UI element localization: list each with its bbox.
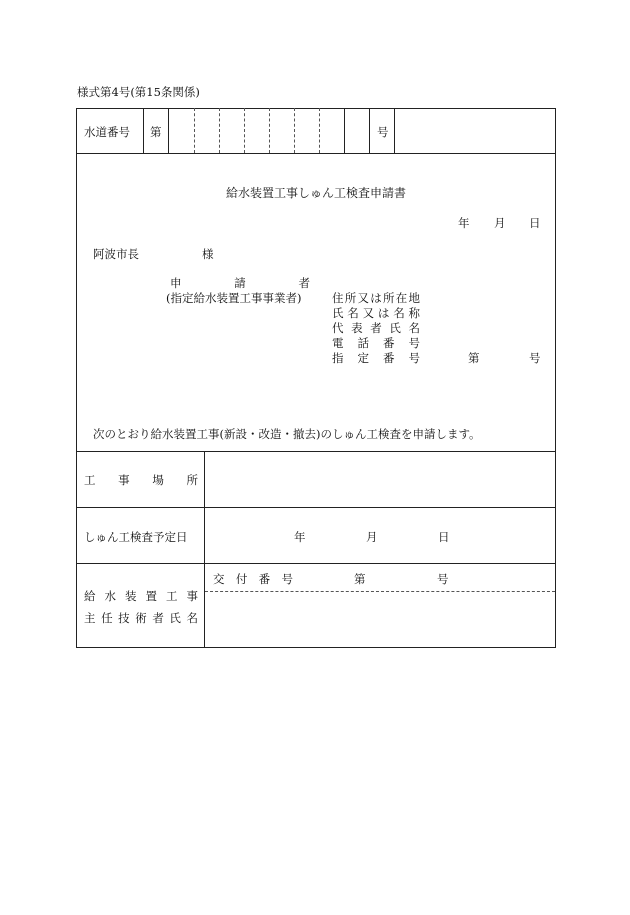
applicant-label: 申 請 者 (170, 276, 310, 290)
digit-divider (269, 108, 270, 153)
divider (76, 153, 556, 154)
divider (143, 108, 144, 153)
divider (394, 108, 395, 153)
digit-divider (319, 108, 320, 153)
inspection-day-label: 日 (438, 530, 450, 544)
water-number-label: 水道番号 (84, 125, 130, 139)
row-label-engineer-line1: 給 水 装 置 工 事 (84, 589, 198, 603)
inspection-year-label: 年 (294, 530, 306, 544)
water-number-prefix: 第 (150, 125, 162, 139)
applicant-field-representative: 代 表 者 氏 名 (332, 321, 420, 335)
date-day-label: 日 (529, 216, 541, 230)
designation-prefix: 第 (468, 351, 480, 365)
applicant-field-address: 住 所 又 は 所 在 地 (332, 291, 420, 305)
issue-number-prefix: 第 (354, 572, 366, 586)
date-year-label: 年 (458, 216, 470, 230)
date-month-label: 月 (494, 216, 506, 230)
divider (369, 108, 370, 153)
digit-divider (219, 108, 220, 153)
addressee-honorific: 様 (202, 247, 214, 261)
row-label-site: 工 事 場 所 (84, 473, 198, 487)
designation-suffix: 号 (529, 351, 541, 365)
dashed-divider (205, 591, 555, 592)
addressee-name: 阿波市長 (93, 247, 139, 261)
water-number-suffix: 号 (377, 125, 389, 139)
row-label-engineer-line2: 主 任 技 術 者 氏 名 (84, 611, 198, 625)
digit-divider (294, 108, 295, 153)
divider (76, 451, 556, 452)
applicant-field-phone: 電 話 番 号 (332, 336, 420, 350)
divider (76, 563, 556, 564)
divider (344, 108, 345, 153)
form-identifier: 様式第4号(第15条関係) (77, 85, 200, 99)
application-statement: 次のとおり給水装置工事(新設・改造・撤去)のしゅん工検査を申請します。 (93, 427, 481, 441)
divider (204, 451, 205, 647)
applicant-field-name: 氏 名 又 は 名 称 (332, 306, 420, 320)
row-label-inspection-date: しゅん工検査予定日 (84, 530, 188, 544)
issue-number-label: 交 付 番 号 (213, 572, 293, 586)
divider (168, 108, 169, 153)
applicant-field-designation: 指 定 番 号 (332, 351, 420, 365)
applicant-sublabel: (指定給水装置工事事業者) (166, 291, 302, 305)
divider (76, 507, 556, 508)
inspection-month-label: 月 (366, 530, 378, 544)
document-title: 給水装置工事しゅん工検査申請書 (225, 186, 406, 200)
digit-divider (244, 108, 245, 153)
issue-number-suffix: 号 (437, 572, 449, 586)
digit-divider (194, 108, 195, 153)
